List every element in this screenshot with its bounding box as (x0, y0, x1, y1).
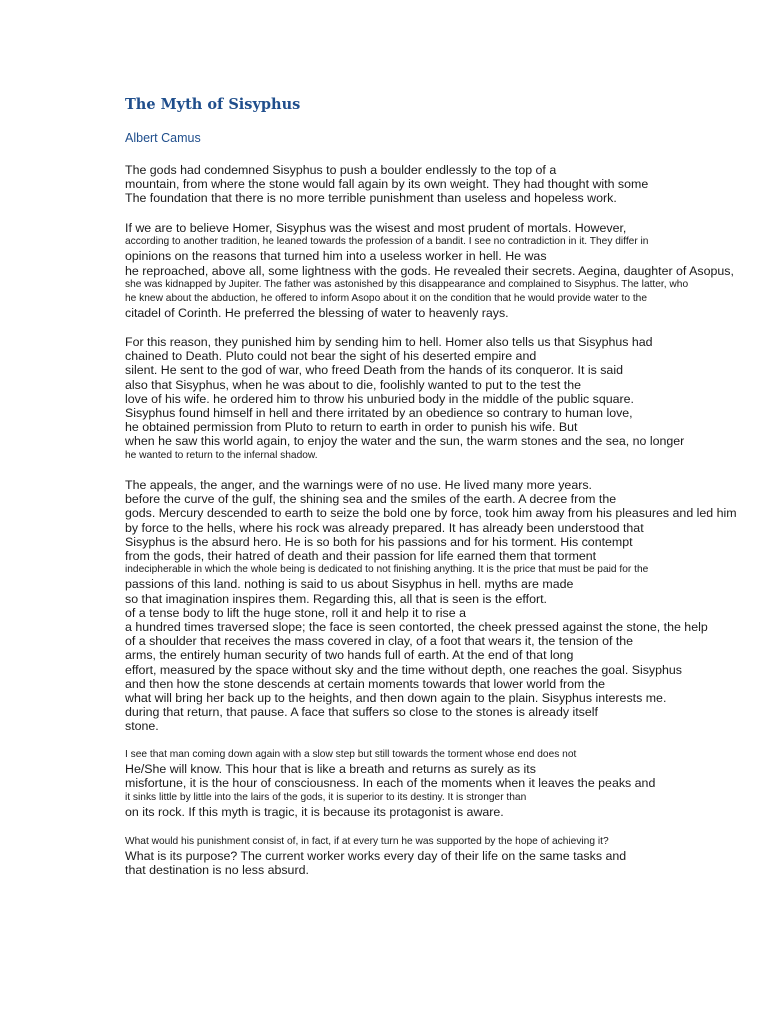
text-line: If we are to believe Homer, Sisyphus was the wisest and most prudent of mortals. However, (125, 221, 627, 235)
text-line: citadel of Corinth. He preferred the blessing of water to heavenly rays. (125, 306, 509, 321)
text-line: what will bring her back up to the heights, and then down again to the plain. Sisyphus interests me. (125, 691, 667, 706)
paragraph (125, 835, 745, 878)
text-line: arms, the entirely human security of two hands full of earth. At the end of that long (125, 648, 574, 663)
text-line: Sisyphus is the absurd hero. He is so both for his passions and for his torment. His contempt (125, 534, 633, 549)
text-line: misfortune, it is the hour of consciousness. In each of the moments when it leaves the peaks and (125, 776, 656, 791)
text-line: What would his punishment consist of, in fact, if at every turn he was supported by the hope of achieving it? (125, 836, 609, 847)
paragraph (125, 748, 745, 819)
text-line: stone. (125, 719, 159, 734)
text-line: passions of this land. nothing is said to us about Sisyphus in hell. myths are made (125, 577, 574, 592)
text-line: I see that man coming down again with a slow step but still towards the torment whose end does not (125, 749, 577, 760)
text-line: opinions on the reasons that turned him into a useless worker in hell. He was (125, 249, 547, 264)
text-line: Sisyphus found himself in hell and there irritated by an obedience so contrary to human love, (125, 406, 633, 421)
text-line: from the gods, their hatred of death and their passion for life earned them that torment (125, 549, 597, 564)
text-line: silent. He sent to the god of war, who freed Death from the hands of its conqueror. It is said (125, 363, 623, 378)
text-line: when he saw this world again, to enjoy the water and the sun, the warm stones and the sea, no longer (125, 434, 685, 449)
text-line: chained to Death. Pluto could not bear the sight of his deserted empire and (125, 349, 537, 364)
text-line: he reproached, above all, some lightness with the gods. He revealed their secrets. Aegina, daughter of Asopus, (125, 263, 734, 278)
text-line: of a tense body to lift the huge stone, roll it and help it to rise a (125, 605, 466, 620)
text-line: he wanted to return to the infernal shadow. (125, 449, 318, 461)
text-line: during that return, that pause. A face that suffers so close to the stones is already itself (125, 705, 598, 720)
paragraph (125, 478, 745, 734)
paragraph (125, 335, 745, 463)
text-line: For this reason, they punished him by sending him to hell. Homer also tells us that Sisyphus had (125, 335, 653, 349)
paragraph (125, 163, 745, 206)
text-line: The appeals, the anger, and the warnings were of no use. He lived many more years. (125, 478, 592, 492)
text-line: she was kidnapped by Jupiter. The father was astonished by this disappearance and complained to Sisyphus. The latter, who (125, 278, 689, 290)
text-line: indecipherable in which the whole being is dedicated to not finishing anything. It is the price that must be paid for the (125, 564, 649, 576)
text-line: so that imagination inspires them. Regarding this, all that is seen is the effort. (125, 591, 547, 606)
text-line: gods. Mercury descended to earth to seize the bold one by force, took him away from his pleasures and led him (125, 506, 737, 521)
text-line: He/She will know. This hour that is like a breath and returns as surely as its (125, 762, 536, 777)
text-line: he knew about the abduction, he offered to inform Asopo about it on the condition that he would provide water to the (125, 293, 647, 305)
text-line: before the curve of the gulf, the shining sea and the smiles of the earth. A decree from the (125, 492, 617, 507)
text-line: and then how the stone descends at certain moments towards that lower world from the (125, 676, 606, 691)
text-line: he obtained permission from Pluto to return to earth in order to punish his wife. But (125, 420, 578, 435)
text-line: What is its purpose? The current worker works every day of their life on the same tasks and (125, 849, 627, 864)
text-line: love of his wife. he ordered him to throw his unburied body in the middle of the public square. (125, 391, 634, 406)
text-line: by force to the hells, where his rock was already prepared. It has already been understood that (125, 520, 644, 535)
paragraph (125, 221, 745, 320)
text-line: a hundred times traversed slope; the face is seen contorted, the cheek pressed against the stone, the help (125, 620, 708, 635)
text-line: The foundation that there is no more terrible punishment than useless and hopeless work. (125, 191, 617, 206)
text-line: on its rock. If this myth is tragic, it is because its protagonist is aware. (125, 804, 504, 819)
document-author: Albert Camus (125, 131, 201, 145)
text-line: according to another tradition, he leaned towards the profession of a bandit. I see no contradiction in it. They differ in (125, 236, 649, 248)
text-line: effort, measured by the space without sky and the time without depth, one reaches the goal. Sisyphus (125, 662, 682, 677)
text-line: mountain, from where the stone would fall again by its own weight. They had thought with some (125, 177, 649, 192)
text-line: The gods had condemned Sisyphus to push a boulder endlessly to the top of a (125, 163, 557, 177)
text-line: it sinks little by little into the lairs of the gods, it is superior to its destiny. It is stronger than (125, 791, 527, 803)
text-line: that destination is no less absurd. (125, 863, 309, 878)
document-title: The Myth of Sisyphus (125, 96, 301, 113)
text-line: also that Sisyphus, when he was about to die, foolishly wanted to put to the test the (125, 377, 581, 392)
text-line: of a shoulder that receives the mass covered in clay, of a foot that wears it, the tension of the (125, 634, 634, 649)
